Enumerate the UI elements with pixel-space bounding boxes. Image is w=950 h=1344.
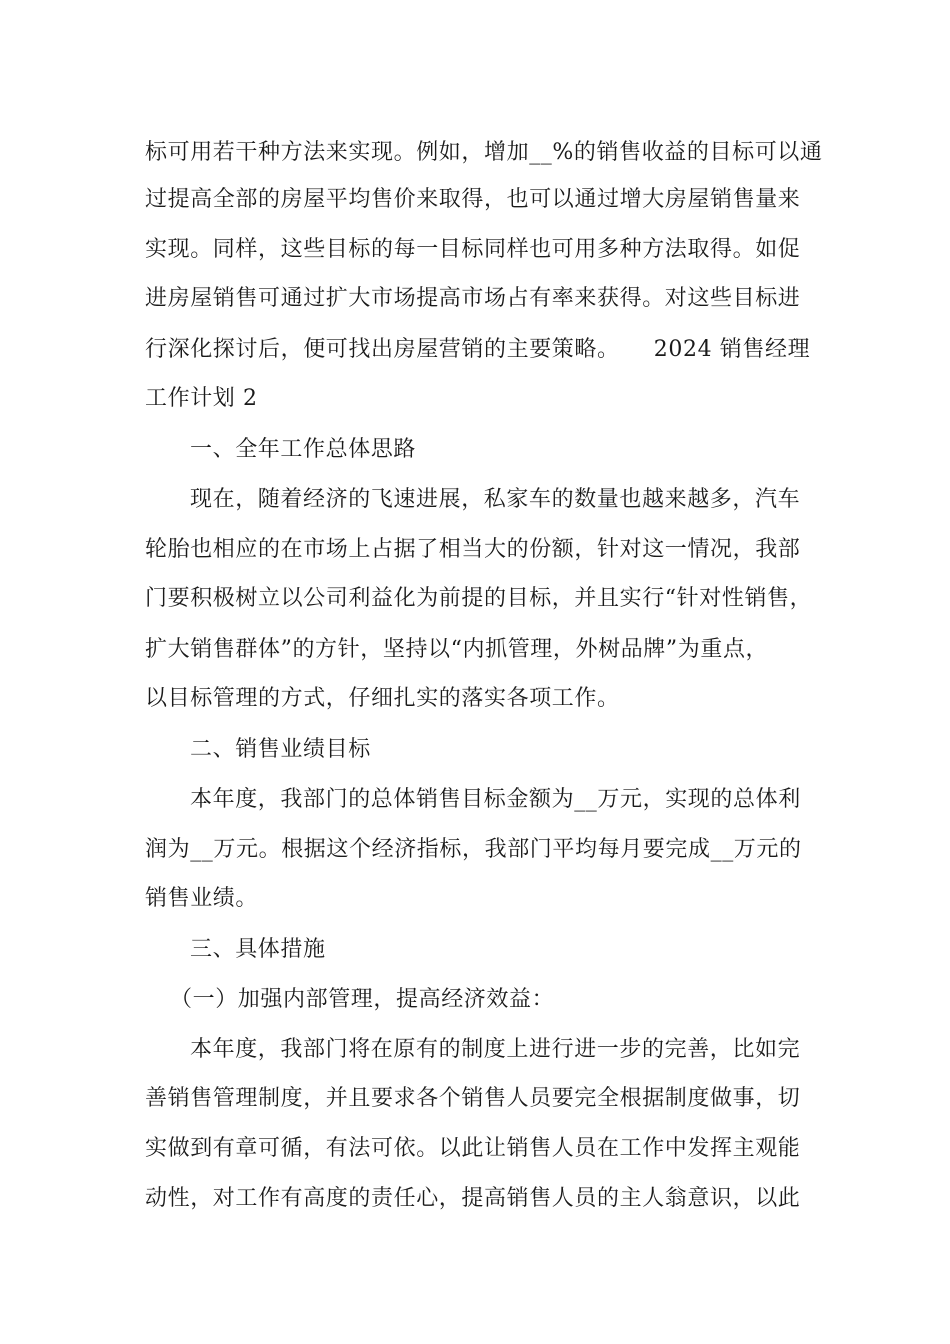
paragraph-line: 润为__万元。根据这个经济指标，我部门平均每月要完成__万元的: [145, 837, 802, 862]
paragraph-line: 过提高全部的房屋平均售价来取得，也可以通过增大房屋销售量来: [145, 187, 801, 212]
paragraph-line: 实做到有章可循，有法可依。以此让销售人员在工作中发挥主观能: [145, 1136, 801, 1161]
paragraph-line: 动性，对工作有高度的责任心，提高销售人员的主人翁意识，以此: [145, 1186, 801, 1211]
paragraph-line: 门要积极树立以公司利益化为前提的目标，并且实行“针对性销售，: [145, 586, 813, 611]
paragraph-line: 扩大销售群体”的方针，坚持以“内抓管理，外树品牌”为重点，: [145, 637, 769, 662]
paragraph-line: 本年度，我部门的总体销售目标金额为__万元，实现的总体利: [190, 787, 801, 812]
paragraph-line: 销售业绩。: [145, 886, 259, 911]
paragraph-line: 实现。同样，这些目标的每一目标同样也可用多种方法取得。如促: [145, 237, 801, 262]
paragraph-line: 以目标管理的方式，仔细扎实的落实各项工作。: [145, 686, 620, 711]
paragraph-line: 行深化探讨后，便可找出房屋营销的主要策略。 2024 销售经理: [145, 337, 811, 362]
paragraph-line: 工作计划 2: [145, 386, 258, 411]
section-heading: 三、具体措施: [190, 937, 326, 962]
paragraph-line: 善销售管理制度，并且要求各个销售人员要完全根据制度做事，切: [145, 1086, 801, 1111]
paragraph-line: 轮胎也相应的在市场上占据了相当大的份额，针对这一情况，我部: [145, 537, 801, 562]
subsection-heading: （一）加强内部管理，提高经济效益：: [170, 987, 555, 1012]
section-heading: 二、销售业绩目标: [190, 737, 371, 762]
paragraph-line: 本年度，我部门将在原有的制度上进行进一步的完善，比如完: [190, 1037, 801, 1062]
paragraph-line: 进房屋销售可通过扩大市场提高市场占有率来获得。对这些目标进: [145, 286, 801, 311]
section-heading: 一、全年工作总体思路: [190, 437, 417, 462]
paragraph-line: 标可用若干种方法来实现。例如，增加__%的销售收益的目标可以通: [145, 140, 823, 165]
paragraph-line: 现在，随着经济的飞速进展，私家车的数量也越来越多，汽车: [190, 487, 801, 512]
